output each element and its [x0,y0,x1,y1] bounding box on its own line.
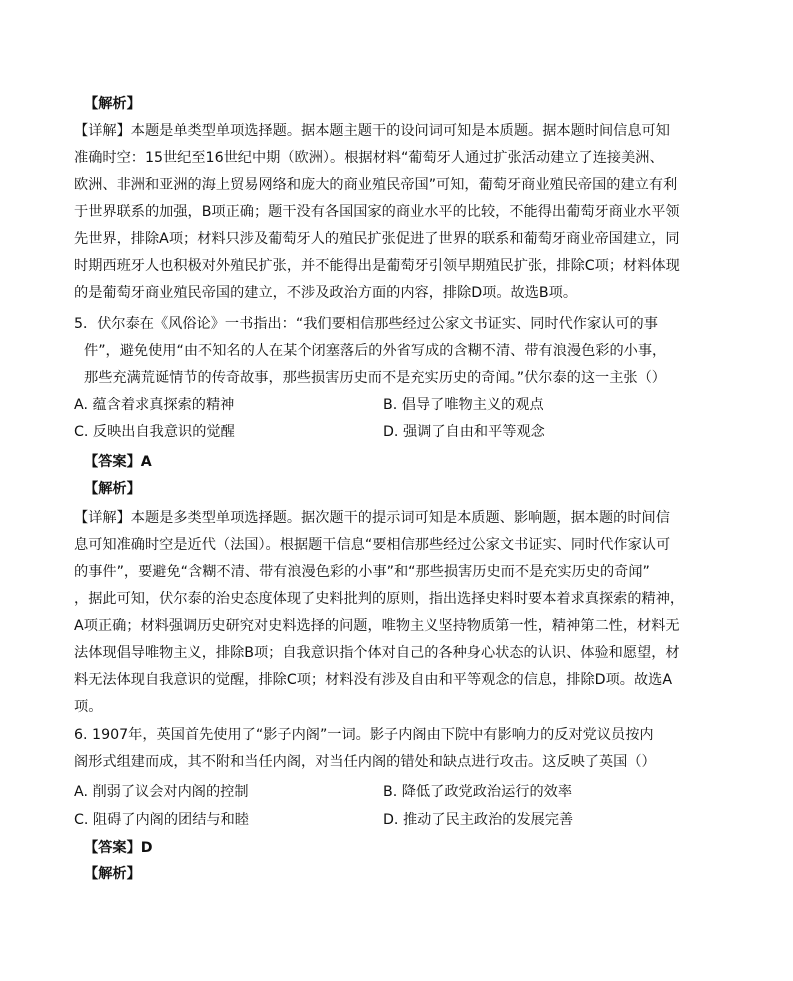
detail-line: 先世界，排除A项；材料只涉及葡萄牙人的殖民扩张促进了世界的联系和葡萄牙商业帝国建立，同 [74,231,680,247]
detail-line: 欧洲、非洲和亚洲的海上贸易网络和庞大的商业殖民帝国”可知，葡萄牙商业殖民帝国的建立有利 [74,177,678,193]
detail-line: 准确时空：15世纪至16世纪中期（欧洲）。根据材料“葡萄牙人通过扩张活动建立了连接美洲、 [74,150,664,166]
option-c: C. 阻碍了内阁的团结与和睦 [74,812,249,828]
detail-line: 时期西班牙人也积极对外殖民扩张，并不能得出是葡萄牙引领早期殖民扩张，排除C项；材料体现 [74,258,680,274]
option-a: A. 削弱了议会对内阁的控制 [74,784,249,800]
detail-line: 的事件”，要避免“含糊不清、带有浪漫色彩的小事”和“那些损害历史而不是充实历史的奇闻” [74,564,650,580]
option-b: B. 倡导了唯物主义的观点 [383,397,544,413]
option-c: C. 反映出自我意识的觉醒 [74,424,235,440]
option-b: B. 降低了政党政治运行的效率 [383,784,573,800]
question-stem: 5．伏尔泰在《风俗论》一书指出：“我们要相信那些经过公家文书证实、同时代作家认可的事 [74,316,658,332]
answer-label: 【答案】A [84,454,152,470]
analysis-heading: 【解析】 [84,866,141,882]
option-a: A. 蕴含着求真探索的精神 [74,397,235,413]
answer-label: 【答案】D [84,840,153,856]
question-stem: 阁形式组建而成，其不附和当任内阁，对当任内阁的错处和缺点进行攻击。这反映了英国（） [74,754,656,770]
detail-line: 于世界联系的加强，B项正确；题干没有各国国家的商业水平的比较，不能得出葡萄牙商业水平领 [74,204,680,220]
analysis-heading: 【解析】 [84,481,141,497]
question-stem: 那些充满荒诞情节的传奇故事，那些损害历史而不是充实历史的奇闻。”伏尔泰的这一主张（） [84,370,666,386]
detail-line: 的是葡萄牙商业殖民帝国的建立，不涉及政治方面的内容，排除D项。故选B项。 [74,285,578,301]
detail-line: 料无法体现自我意识的觉醒，排除C项；材料没有涉及自由和平等观念的信息，排除D项。故选A [74,672,673,688]
detail-line: ，据此可知，伏尔泰的治史态度体现了史料批判的原则，指出选择史料时要本着求真探索的精神， [74,591,685,607]
detail-line: A项正确；材料强调历史研究对史料选择的问题，唯物主义坚持物质第一性，精神第二性，材料无 [74,618,680,634]
question-stem: 6. 1907年，英国首先使用了“影子内阁”一词。影子内阁由下院中有影响力的反对党议员按内 [74,727,654,743]
detail-line: 息可知准确时空是近代（法国）。根据题干信息“要相信那些经过公家文书证实、同时代作家认可 [74,537,671,553]
option-d: D. 推动了民主政治的发展完善 [383,812,574,828]
detail-line: 【详解】本题是单类型单项选择题。据本题主题干的设问词可知是本质题。据本题时间信息可知 [74,123,670,139]
detail-line: 项。 [74,699,103,715]
analysis-heading: 【解析】 [84,96,141,112]
detail-line: 【详解】本题是多类型单项选择题。据次题干的提示词可知是本质题、影响题，据本题的时间信 [74,510,670,526]
option-d: D. 强调了自由和平等观念 [383,424,545,440]
question-stem: 件”，避免使用“由不知名的人在某个闭塞落后的外省写成的含糊不清、带有浪漫色彩的小事， [84,343,667,359]
detail-line: 法体现倡导唯物主义，排除B项；自我意识指个体对自己的各种身心状态的认识、体验和愿望，材 [74,645,680,661]
